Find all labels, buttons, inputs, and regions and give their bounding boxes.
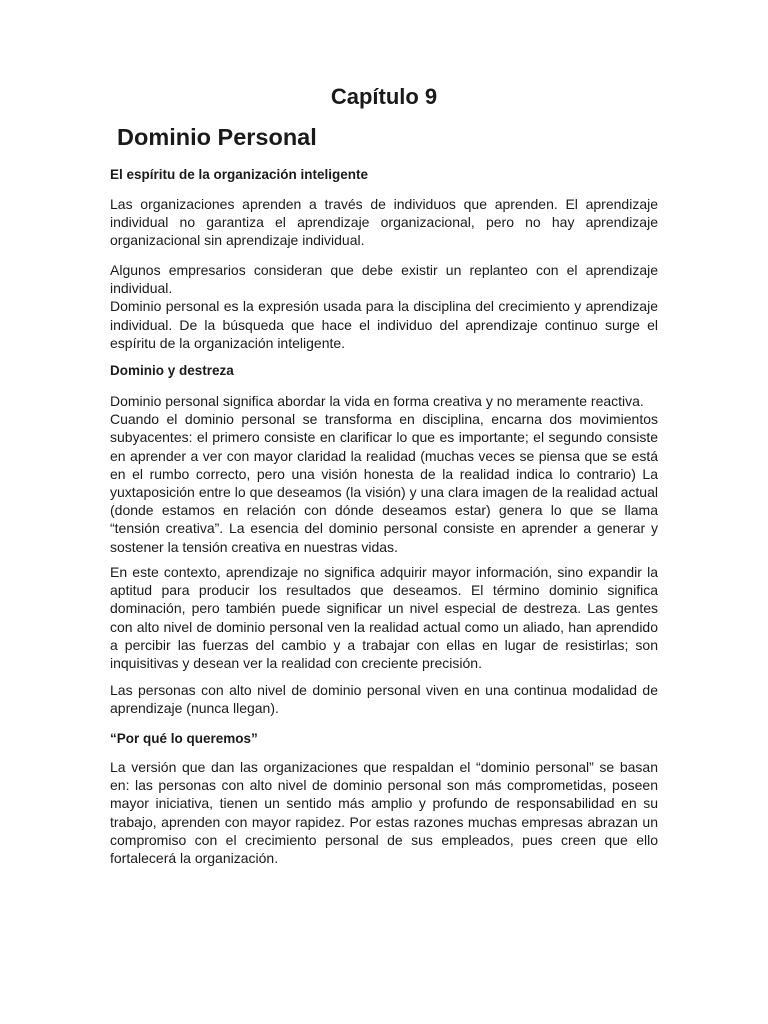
paragraph-version [110,758,658,867]
paragraph-modalidad [110,681,658,717]
body-paragraph: Cuando el dominio personal se transforma en disciplina, encarna dos movimientos subyacentes: el primero consiste en clarificar lo que es importante; el segundo consiste en aprender a ver con mayor claridad la realidad (muchas veces se piensa que se está en el rumbo correcto, pero una visión honesta de la realidad indica lo contrario) La yuxtaposición entre lo que deseamos (la visión) y una clara imagen de la realidad actual (donde estamos en relación con dónde deseamos estar) genera lo que se llama “tensión creativa”. La esencia del dominio personal consiste en aprender a generar y sostener la tensión creativa en nuestras vidas. [110,411,658,555]
page-title: Dominio Personal [117,124,317,150]
section-subhead-dominio [110,362,658,380]
body-paragraph: En este contexto, aprendizaje no significa adquirir mayor información, sino expandir la aptitud para producir los resultados que deseamos. El término dominio significa dominación, pero también puede significar un nivel especial de destreza. Las gentes con alto nivel de dominio personal ven la realidad actual como un aliado, han aprendido a percibir las fuerzas del cambio y a trabajar con ellas en lugar de resistirlas; son inquisitivas y desean ver la realidad con creciente precisión. [110,564,658,672]
body-paragraph: Dominio personal es la expresión usada para la disciplina del crecimiento y aprendizaje individual. De la búsqueda que hace el individuo del aprendizaje continuo surge el espíritu de la organización inteligente. [110,298,658,351]
section-subhead-porque [110,730,658,748]
subheading: Dominio y destreza [110,363,234,378]
body-paragraph: Algunos empresarios consideran que debe existir un replanteo con el aprendizaje individual. [110,262,658,297]
paragraph-aprenden [110,195,658,250]
body-paragraph: La versión que dan las organizaciones que respaldan el “dominio personal” se basan en: las personas con alto nivel de dominio personal son más comprometidas, poseen mayor iniciativa, tienen un sentido más amplio y profundo de responsabilidad en su trabajo, aprenden con mayor rapidez. Por estas razones muchas empresas abrazan un compromiso con el crecimiento personal de sus empleados, pues creen que ello fortalecerá la organización. [110,759,658,867]
subheading: “Por qué lo queremos” [110,731,258,746]
body-paragraph: Las organizaciones aprenden a través de individuos que aprenden. El aprendizaje individual no garantiza el aprendizaje organizacional, pero no hay aprendizaje organizacional sin aprendizaje individual. [110,196,658,249]
paragraph-contexto [110,563,658,672]
paragraph-dominio-significa [110,392,658,556]
chapter-title-text: Capítulo 9 [330,84,438,109]
subheading: El espíritu de la organización inteligente [110,167,369,182]
chapter-title [0,84,768,110]
body-paragraph: Las personas con alto nivel de dominio personal viven en una continua modalidad de aprendizaje (nunca llegan). [110,682,658,717]
section-subhead-espiritu [110,166,658,184]
paragraph-replanteo [110,261,658,352]
body-paragraph: Dominio personal significa abordar la vida en forma creativa y no meramente reactiva. [110,393,644,409]
